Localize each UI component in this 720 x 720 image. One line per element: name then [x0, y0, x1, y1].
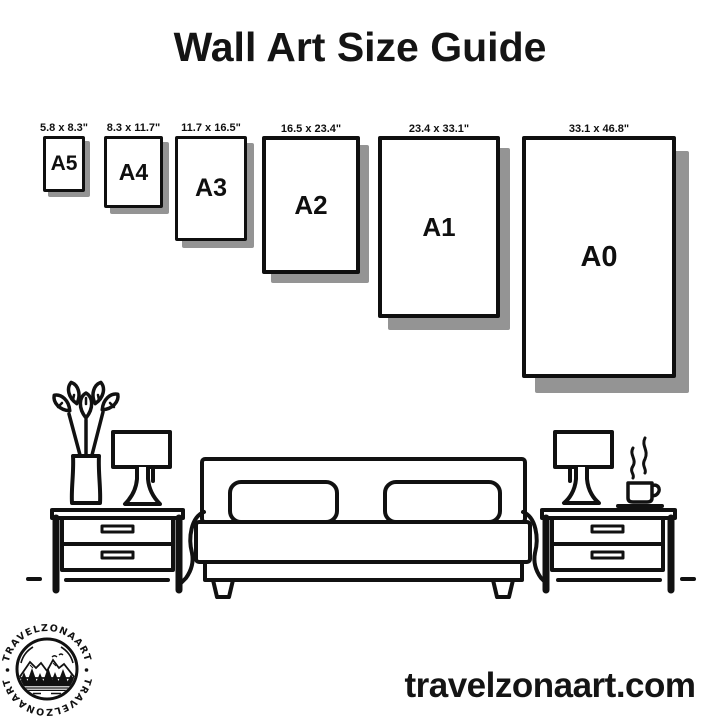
logo-ring-text-bottom: TRAVELZONAART — [1, 676, 93, 717]
size-dimensions-label: 5.8 x 8.3" — [39, 122, 89, 134]
size-code-label: A3 — [195, 174, 227, 202]
size-code-label: A2 — [294, 189, 328, 220]
coffee-cup-icon — [618, 438, 662, 506]
steam-icon — [632, 438, 647, 478]
pillow-icon — [385, 482, 500, 522]
page-title: Wall Art Size Guide — [173, 24, 547, 70]
size-code-label: A1 — [422, 211, 456, 242]
size-code-label: A0 — [580, 240, 618, 273]
nightstand-left-icon — [52, 510, 183, 590]
size-dimensions-label: 8.3 x 11.7" — [106, 122, 161, 134]
paper-size-a5 — [39, 122, 89, 192]
paper-size-a0 — [522, 123, 676, 378]
size-code-label: A5 — [50, 152, 78, 175]
paper-size-a3 — [175, 122, 247, 241]
table-lamp-left-icon — [113, 432, 170, 504]
size-dimensions-label: 33.1 x 46.8" — [568, 123, 630, 135]
size-dimensions-label: 16.5 x 23.4" — [280, 123, 342, 135]
paper-size-a4 — [104, 122, 163, 208]
logo-dot — [85, 668, 89, 672]
bed-icon — [181, 459, 546, 597]
bedroom-scene-illustration — [0, 380, 720, 620]
pillow-icon — [230, 482, 337, 522]
logo-ring-text-top: TRAVELZONAART — [1, 623, 93, 664]
paper-size-a2 — [262, 123, 360, 274]
size-code-label: A4 — [118, 158, 149, 185]
website-url: travelzonaart.com — [404, 666, 696, 705]
logo-dot — [6, 668, 10, 672]
size-dimensions-label: 11.7 x 16.5" — [181, 122, 241, 134]
table-lamp-right-icon — [555, 432, 612, 503]
brand-logo — [1, 623, 93, 717]
nightstand-right-icon — [542, 510, 675, 590]
paper-size-a1 — [378, 123, 500, 318]
potted-plant-icon — [51, 381, 121, 503]
size-dimensions-label: 23.4 x 33.1" — [408, 123, 470, 135]
